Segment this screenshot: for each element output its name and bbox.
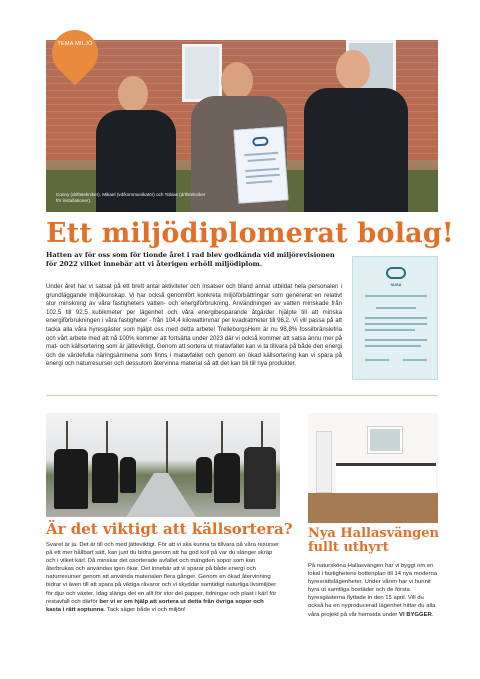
certificate-image	[352, 256, 438, 380]
held-diploma	[233, 126, 288, 203]
section-title-hallasvangen: Nya Hallasvängen fullt uthyrt	[308, 526, 439, 555]
body-text-main: Under året har vi satsat på ett brett antal aktiviteter och insatser och bland annat utbildat hela personalen i grundläggande miljökunskap. Vi har också genomfört konkreta miljöförbättringar som genererat en relativt stor minskning av våra fastigheters vatten- och energiförbrukning. Användningen av vatten minskade från 102,5 till 92,5 kubikmeter per lägenhet och våra energibesparande åtgärder hjälpte till att minska energiförbrukningen i våra fastigheter - från 104,4 kilowattimmar per kvadratmeter till 96,2. Vi vill passa på att tacka alla våra hyresgäster som hjälpt oss med detta arbete! TrelleborgsHem är nu 98,8% fossilbränslefria och vårt arbete med att nå 100% kommer att fortsätta under 2023 där vi också kommer att satsa ännu mer på mat- och källsortering som är jätteviktigt. Genom att sortera ut matavfallet kan vi ta tillvara på både den energi och de värdefulla näringsämnena som finns i matavfallet och genom en ökad källsortering kan vi spara på energi och naturresurser och dessutom återvinna material så att det kan bli till nya produkter.	[46, 283, 342, 368]
susa-logo-icon	[386, 267, 406, 279]
hero-photo	[46, 40, 438, 212]
body-text-kallsortera: Svaret är ja. Det är till och med jätteviktigt. För att vi ska kunna ta tillvara på våra resurser på ett mer hållbart sätt, kan just du bidra genom att ha god koll på var du slänger skräp och i vilket kärl. Då minskar det osorterade avfallet och mängden sopor som kan återbrukas och användas igen ökar. Det innebär att vi sparar på både energi och naturresurser genom att använda materialen flera gånger. Genom en ökad återvinning bidrar vi även till att spara på viktiga råvaror och vi skyddar samtidigt naturliga livsmiljöer för djur och växter. Idag slängs det en allt för stor del papper, tidningar och plast i kärl för restavfall och därför ber vi er om hjälp att sortera ut detta från övriga sopor och kasta i rätt soptunna. Tack säger både vi och miljön!	[46, 542, 280, 613]
section-divider	[46, 395, 438, 396]
certificate-logo-text: SUSA	[390, 282, 402, 287]
section-title-kallsortera: Är det viktigt att källsortera?	[46, 520, 293, 538]
main-headline: Ett miljödiplomerat bolag!	[46, 218, 454, 249]
tema-label: TEMA MILJÖ	[57, 41, 93, 47]
recycling-bins-photo	[46, 413, 280, 517]
photo-caption: Conny (driftstekniker), Mikael (vd/kommunikatör) och Tobias (drifstekniker för installationer).	[56, 192, 206, 203]
body-text-hallasvangen: På natursköna Hallasvängen har vi byggt om en lokal i fastighetens bottenplan till 14 nya moderna hyresrättslägenheter. Under våren har vi hunnit hyra ut samtliga bostäder och de första hyresgästerna flyttade in den 15 april. Vill du också ha en nyproducerad lägenhet hittar du alla våra projekt på vår hemsida under VI BYGGER.	[308, 563, 438, 618]
kitchen-photo	[308, 413, 438, 523]
ingress: Hatten av för oss som för tionde året i rad blev godkända vid miljörevisionen för 2022 vilket innebär att vi återigen erhöll miljödiplom.	[46, 251, 335, 269]
